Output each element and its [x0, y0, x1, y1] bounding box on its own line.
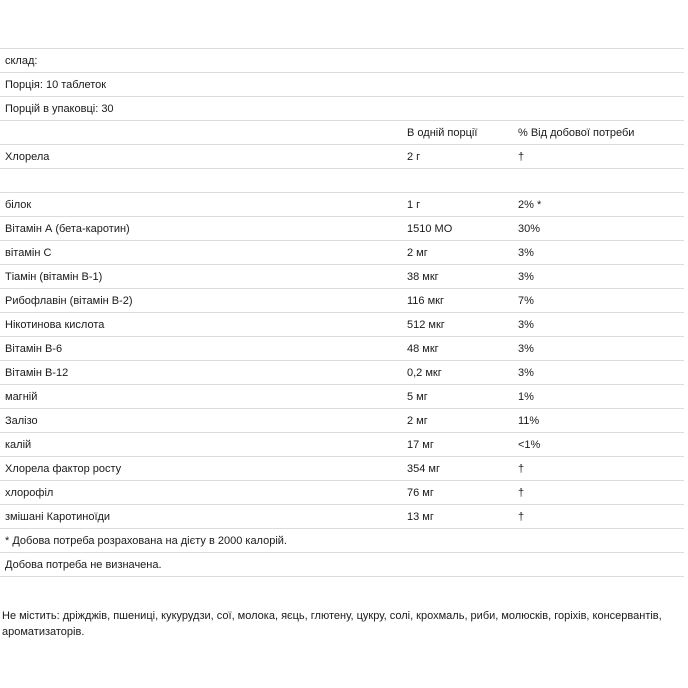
daily-basis-note-row: [0, 529, 684, 553]
nutrient-daily-value: 3%: [518, 366, 534, 379]
nutrient-daily-value: 30%: [518, 222, 541, 235]
nutrient-name: Нікотинова кислота: [5, 318, 105, 331]
nutrient-name: Хлорела: [5, 150, 50, 163]
nutrient-name: калій: [5, 438, 32, 451]
nutrient-daily-value: 11%: [518, 414, 540, 427]
nutrient-daily-value: 3%: [518, 318, 534, 331]
nutrient-row: [0, 337, 684, 361]
nutrient-daily-value: 3%: [518, 246, 534, 259]
nutrient-amount: 76 мг: [407, 486, 434, 499]
allergen-free-statement: Не містить: дріжджів, пшениці, кукурудзи, сої, молока, яєць, глютену, цукру, солі, крохмаль, риби, молюсків, горіхів, консервантів, ароматизаторів.: [2, 610, 662, 638]
nutrient-name: вітамін С: [5, 246, 52, 259]
nutrient-row: [0, 385, 684, 409]
nutrient-daily-value: †: [518, 462, 525, 475]
column-header-amount: В одній порції: [407, 126, 478, 139]
nutrient-amount: 512 мкг: [407, 318, 445, 331]
nutrient-name: Вітамін В-6: [5, 342, 63, 355]
nutrient-row: [0, 457, 684, 481]
nutrient-amount: 1510 МО: [407, 222, 453, 235]
nutrient-name: Тіамін (вітамін В-1): [5, 270, 103, 283]
nutrient-amount: 17 мг: [407, 438, 434, 451]
nutrient-row: [0, 505, 684, 529]
not-established-note: Добова потреба не визначена.: [5, 558, 162, 571]
column-header-daily-value: % Від добової потреби: [518, 126, 635, 139]
nutrient-row: [0, 361, 684, 385]
nutrient-daily-value: †: [518, 510, 525, 523]
nutrient-rows: [0, 145, 684, 529]
nutrient-amount: 116 мкг: [407, 294, 444, 307]
nutrient-daily-value: 1%: [518, 390, 534, 403]
composition-row: [0, 49, 684, 73]
not-established-note-row: [0, 553, 684, 577]
nutrient-amount: 5 мг: [407, 390, 428, 403]
nutrient-daily-value: 3%: [518, 270, 534, 283]
nutrient-amount: 0,2 мкг: [407, 366, 442, 379]
nutrient-amount: 1 г: [407, 198, 421, 211]
nutrient-name: хлорофіл: [5, 486, 54, 499]
nutrient-amount: 354 мг: [407, 462, 440, 475]
serving-size-label: Порція: 10 таблеток: [5, 78, 107, 91]
nutrient-row: [0, 145, 684, 169]
column-header-row: [0, 121, 684, 145]
nutrient-row: [0, 169, 684, 193]
nutrient-name: Залізо: [5, 414, 38, 427]
serving-size-row: [0, 73, 684, 97]
nutrient-amount: 2 мг: [407, 414, 428, 427]
composition-label: склад:: [5, 54, 38, 67]
nutrient-name: білок: [5, 198, 32, 211]
supplement-facts-table: [0, 48, 684, 577]
nutrient-row: [0, 241, 684, 265]
nutrient-row: [0, 193, 684, 217]
nutrient-amount: 2 мг: [407, 246, 428, 259]
nutrient-daily-value: †: [518, 150, 525, 163]
nutrient-amount: 13 мг: [407, 510, 434, 523]
nutrient-row: [0, 217, 684, 241]
nutrient-name: Вітамін В-12: [5, 366, 69, 379]
nutrient-daily-value: 7%: [518, 294, 534, 307]
nutrient-row: [0, 433, 684, 457]
nutrient-daily-value: †: [518, 486, 525, 499]
daily-basis-note: * Добова потреба розрахована на дієту в 2000 калорій.: [5, 534, 287, 547]
nutrient-row: [0, 313, 684, 337]
servings-per-pack-label: Порцій в упаковці: 30: [5, 102, 114, 115]
nutrient-daily-value: <1%: [518, 438, 541, 451]
nutrient-daily-value: 3%: [518, 342, 534, 355]
nutrient-name: магній: [5, 390, 38, 403]
nutrient-row: [0, 265, 684, 289]
servings-per-pack-row: [0, 97, 684, 121]
nutrient-name: змішані Каротиноїди: [5, 510, 111, 523]
nutrient-row: [0, 409, 684, 433]
nutrient-name: Вітамін А (бета-каротин): [5, 222, 130, 235]
nutrient-amount: 2 г: [407, 150, 421, 163]
nutrient-row: [0, 289, 684, 313]
nutrient-name: Хлорела фактор росту: [5, 462, 122, 475]
nutrient-amount: 38 мкг: [407, 270, 439, 283]
nutrient-name: Рибофлавін (вітамін В-2): [5, 294, 133, 307]
nutrient-amount: 48 мкг: [407, 342, 439, 355]
nutrient-row: [0, 481, 684, 505]
nutrient-daily-value: 2% *: [518, 198, 542, 211]
